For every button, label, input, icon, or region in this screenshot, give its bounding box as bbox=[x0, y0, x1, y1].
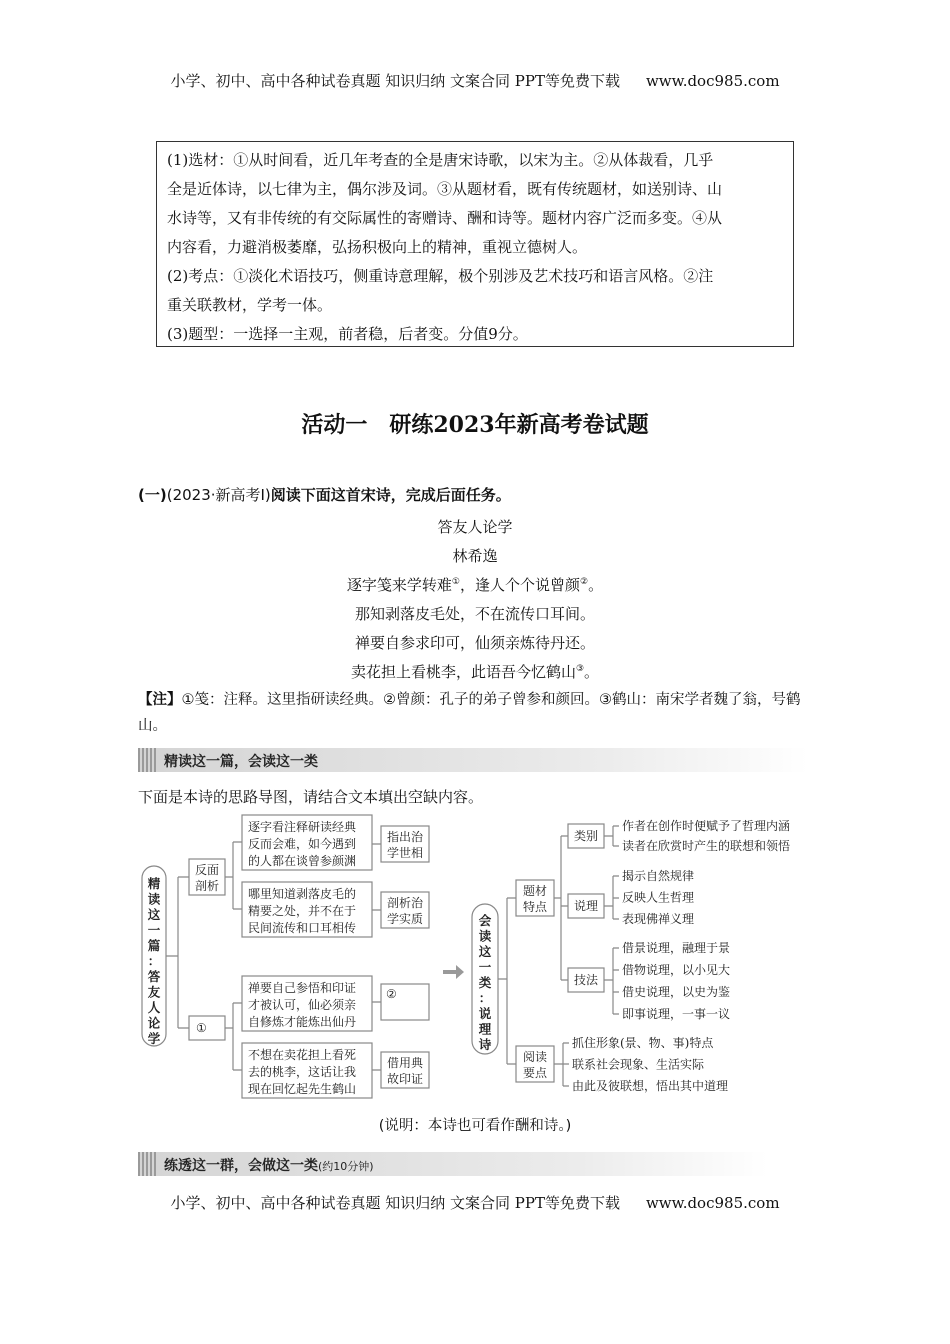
summary-line: 水诗等，又有非传统的有交际属性的寄赠诗、酬和诗等。题材内容广泛而多变。④从 bbox=[167, 209, 723, 227]
section-bar bbox=[138, 1152, 768, 1176]
connector bbox=[554, 836, 568, 980]
section-bar bbox=[138, 748, 808, 772]
mindmap-leaf-text: 抓住形象(景、物、事)特点 bbox=[572, 1036, 714, 1050]
summary-line: (1)选材：①从时间看，近几年考查的全是唐宋诗歌，以宋为主。②从体裁看，几乎 bbox=[167, 151, 714, 169]
header-site[interactable]: www.doc985.com bbox=[645, 72, 780, 90]
poem-author: 林希逸 bbox=[452, 547, 498, 565]
mindmap-node-text: 民间流传和口耳相传 bbox=[248, 921, 357, 935]
mindmap-leaf-text: 作者在创作时便赋予了哲理内涵 bbox=[622, 819, 791, 833]
mindmap bbox=[130, 812, 820, 1102]
connector bbox=[498, 898, 516, 1064]
mindmap-right-root-char: 读 bbox=[478, 928, 492, 944]
mindmap-root-char: 一 bbox=[147, 922, 161, 938]
summary-line: (3)题型：一选择一主观，前者稳，后者变。分值9分。 bbox=[167, 325, 528, 343]
activity-title: 活动一 研练2023年新高考卷试题 bbox=[301, 412, 649, 438]
mindmap-leaf-text: 借景说理，融理于景 bbox=[622, 941, 731, 955]
page-footer bbox=[0, 1192, 950, 1213]
mindmap-node-text: 的人都在谈曾参颜渊 bbox=[248, 854, 357, 868]
mindmap-root-char: 友 bbox=[147, 984, 161, 1000]
mindmap-category-label: 说理 bbox=[573, 899, 599, 913]
mindmap-root-char: 读 bbox=[147, 891, 161, 907]
mindmap-node-text: 现在回忆起先生鹤山 bbox=[248, 1082, 357, 1096]
mindmap-topic-label: 题材 bbox=[522, 884, 548, 898]
mindmap-leaf-text: 联系社会现象、生活实际 bbox=[572, 1057, 705, 1072]
mindmap-node-text: 哪里知道剥落皮毛的 bbox=[248, 887, 357, 901]
mindmap-node-text: 才被认可，仙必须亲 bbox=[248, 998, 357, 1012]
mindmap-branch-b-box bbox=[189, 1016, 225, 1040]
mindmap-right-root-char: 理 bbox=[478, 1021, 492, 1037]
mindmap-branch-a-label: 反面 bbox=[194, 863, 220, 877]
mindmap-right-root-char: 会 bbox=[478, 913, 492, 928]
mindmap-root-char: 学 bbox=[147, 1031, 161, 1046]
section-bar-title: 精读这一篇，会读这一类 bbox=[164, 754, 318, 770]
connector bbox=[225, 842, 242, 909]
intro-source: (2023·新高考Ⅰ) bbox=[166, 486, 271, 504]
intro-text: 阅读下面这首宋诗，完成后面任务。 bbox=[270, 486, 511, 504]
mindmap-caption: (说明：本诗也可看作酬和诗。) bbox=[378, 1118, 572, 1134]
mindmap-node-text: 禅要自己参悟和印证 bbox=[248, 981, 357, 995]
poem-line: 那知剥落皮毛处，不在流传口耳间。 bbox=[354, 605, 595, 623]
connector bbox=[225, 1003, 242, 1070]
mindmap-right-root-char: 诗 bbox=[478, 1037, 492, 1052]
mindmap-root-char: 答 bbox=[147, 969, 161, 984]
mindmap-category-label: 类别 bbox=[573, 829, 599, 843]
mindmap-leaf-text: 即事说理，一事一议 bbox=[622, 1007, 731, 1021]
mindmap-answer-label: ② bbox=[386, 987, 397, 1001]
summary-line: 重关联教材，学考一体。 bbox=[167, 296, 333, 314]
mindmap-node-text: 自修炼才能炼出仙丹 bbox=[248, 1015, 357, 1029]
mindmap-leaf-text: 表现佛禅义理 bbox=[622, 912, 695, 926]
mindmap-leaf-text: 反映人生哲理 bbox=[622, 890, 695, 905]
mindmap-right-root-char: 说 bbox=[478, 1006, 492, 1021]
mindmap-category-label: 技法 bbox=[573, 973, 599, 987]
mindmap-tag-text: 指出治 bbox=[386, 830, 424, 844]
connector bbox=[604, 826, 619, 846]
connector bbox=[554, 1043, 569, 1086]
connector bbox=[604, 948, 619, 1014]
note-tag: 【注】 bbox=[138, 692, 182, 708]
mindmap-node-text: 去的桃李，这话让我 bbox=[248, 1065, 357, 1079]
header-text: 小学、初中、高中各种试卷真题 知识归纳 文案合同 PPT等免费下载 bbox=[170, 72, 620, 90]
mindmap-tag-text: 剖析治 bbox=[386, 896, 424, 910]
poem-note bbox=[138, 687, 814, 739]
mindmap-root-char: 篇 bbox=[147, 938, 161, 953]
mindmap-node-text: 反而会难，如今遇到 bbox=[248, 837, 357, 851]
poem-title: 答友人论学 bbox=[437, 518, 513, 536]
mindmap-right-root-char: ： bbox=[478, 990, 492, 1006]
footer-site[interactable]: www.doc985.com bbox=[645, 1194, 780, 1212]
footer-text: 小学、初中、高中各种试卷真题 知识归纳 文案合同 PPT等免费下载 bbox=[170, 1194, 620, 1212]
section-time: (约10分钟) bbox=[318, 1160, 374, 1173]
question-intro bbox=[138, 484, 511, 505]
mindmap-instruction: 下面是本诗的思路导图，请结合文本填出空缺内容。 bbox=[138, 788, 484, 806]
bar-stripes bbox=[138, 1152, 156, 1176]
mindmap-root-char: 论 bbox=[147, 1015, 161, 1031]
connector bbox=[604, 876, 619, 919]
mindmap-tag-text: 借用典 bbox=[386, 1056, 424, 1070]
mindmap-right-root-char: 类 bbox=[478, 975, 492, 990]
mindmap-tag-text: 学实质 bbox=[386, 912, 424, 926]
poem-line: 逐字笺来学转难①，逢人个个说曾颜②。 bbox=[346, 576, 604, 594]
summary-line: 全是近体诗，以七律为主，偶尔涉及词。③从题材看，既有传统题材，如送别诗、山 bbox=[167, 180, 723, 198]
mindmap-right-root-char: 这 bbox=[478, 944, 492, 959]
poem-line: 卖花担上看桃李，此语吾今忆鹤山③。 bbox=[350, 663, 600, 681]
summary-box bbox=[156, 141, 794, 347]
mindmap-right-root-char: 一 bbox=[478, 959, 492, 975]
mindmap-tag-text: 学世相 bbox=[386, 846, 424, 860]
mindmap-node-text: 精要之处，并不在于 bbox=[248, 904, 357, 918]
connector bbox=[166, 877, 189, 1028]
intro-label: (一) bbox=[138, 486, 167, 504]
mindmap-root-char: 精 bbox=[147, 876, 161, 891]
mindmap-root-char: ： bbox=[147, 953, 161, 969]
mindmap-branch-a-label: 剖析 bbox=[194, 879, 220, 893]
arrow-icon bbox=[443, 965, 464, 979]
note-text: ①笺：注释。这里指研读经典。②曾颜：孔子的弟子曾参和颜回。③鹤山：南宋学者魏了翁，号鹤山。 bbox=[138, 692, 801, 734]
poem-line: 禅要自参求印可，仙须亲炼待丹还。 bbox=[354, 634, 595, 652]
mindmap-node-text: 逐字看注释研读经典 bbox=[248, 820, 357, 834]
section-bar-title: 练透这一群，会做这一类(约10分钟) bbox=[164, 1158, 374, 1174]
mindmap-root-char: 这 bbox=[147, 907, 161, 922]
bar-stripes bbox=[138, 748, 156, 772]
mindmap-node-text: 不想在卖花担上看死 bbox=[248, 1048, 357, 1062]
summary-line: (2)考点：①淡化术语技巧，侧重诗意理解，极个别涉及艺术技巧和语言风格。②注 bbox=[167, 267, 714, 285]
connector bbox=[372, 844, 381, 1070]
summary-line: 内容看，力避消极萎靡，弘扬积极向上的精神，重视立德树人。 bbox=[167, 238, 588, 256]
mindmap-leaf-text: 揭示自然规律 bbox=[622, 869, 695, 883]
page-header bbox=[0, 70, 950, 91]
mindmap-leaf-text: 借物说理，以小见大 bbox=[622, 963, 731, 977]
mindmap-reading-label: 要点 bbox=[522, 1066, 548, 1080]
mindmap-leaf-text: 读者在欣赏时产生的联想和领悟 bbox=[622, 839, 791, 853]
mindmap-root-char: 人 bbox=[147, 1000, 161, 1015]
mindmap-leaf-text: 由此及彼联想，悟出其中道理 bbox=[572, 1079, 729, 1093]
mindmap-reading-label: 阅读 bbox=[522, 1050, 548, 1064]
mindmap-tag-text: 故印证 bbox=[386, 1072, 424, 1086]
mindmap-branch-b-label: ① bbox=[196, 1021, 207, 1035]
mindmap-topic-label: 特点 bbox=[522, 900, 548, 914]
mindmap-leaf-text: 借史说理，以史为鉴 bbox=[622, 985, 731, 999]
